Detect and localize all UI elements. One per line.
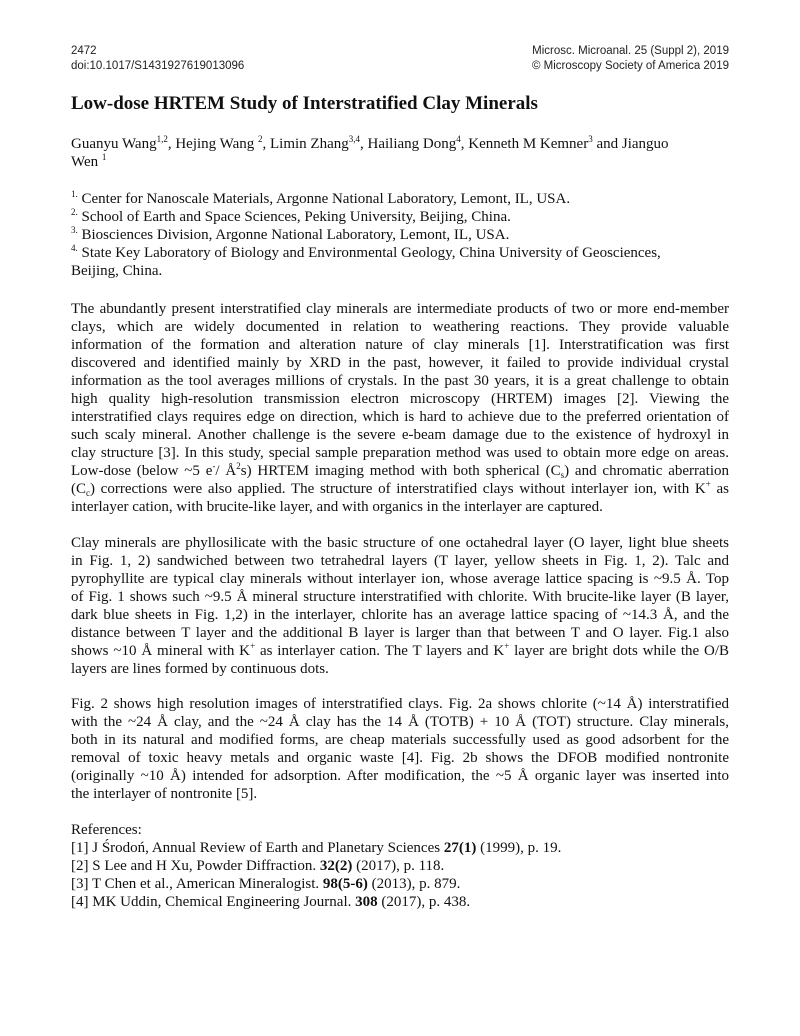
supscript-segment: 3	[588, 134, 593, 144]
subscript-segment: c	[86, 488, 90, 498]
text-segment: clay structure [3]. In this study, special sample preparation method was used to obtain more edge on areas.	[71, 445, 729, 461]
text-segment: interstratified clays requires edge on direction, which is hard to achieve due to the preferred orientation of	[71, 409, 729, 425]
text-line	[71, 498, 729, 516]
text-segment: / Å	[215, 463, 237, 479]
text-line	[71, 857, 729, 875]
text-segment: distance between T layer and the additional B layer is larger than that between T and O layer. Fig.1 also	[71, 625, 729, 641]
text-segment: (2017), p. 438.	[377, 894, 471, 910]
text-line	[71, 695, 729, 713]
text-segment: Biosciences Division, Argonne National Laboratory, Lemont, IL, USA.	[77, 227, 510, 243]
text-line	[71, 136, 729, 154]
text-segment: s) HRTEM imaging method with both spherical (C	[240, 463, 561, 479]
text-line	[71, 372, 729, 390]
text-segment: as interlayer cation. The T layers and K	[255, 643, 505, 659]
text-line	[71, 444, 729, 462]
supscript-segment: 3,4	[348, 134, 361, 144]
text-line	[71, 785, 729, 803]
text-segment: such scaly mineral. Another challenge is the severe e-beam damage due to the existence of hydroxyl in	[71, 427, 729, 443]
supscript-segment: 2.	[71, 207, 78, 217]
text-line	[71, 208, 729, 226]
text-segment: discovered and identified mainly by XRD in the past, however, it failed to provide individual crystal	[71, 355, 729, 371]
text-segment: Fig. 2 shows high resolution images of interstratified clays. Fig. 2a shows chlorite (~14 Å) interstratified	[71, 696, 729, 712]
text-segment: Beijing, China.	[71, 263, 163, 279]
text-segment: State Key Laboratory of Biology and Environmental Geology, China University of Geosciences,	[77, 245, 661, 261]
text-segment: (2017), p. 118.	[352, 858, 445, 874]
text-segment: both in its natural and modified forms, are cheap materials successfully used as good adsorbent for the	[71, 732, 729, 748]
journal-citation: Microsc. Microanal. 25 (Suppl 2), 2019	[532, 45, 729, 57]
text-segment: the interlayer of nontronite [5].	[71, 786, 258, 802]
text-line	[71, 336, 729, 354]
copyright: © Microscopy Society of America 2019	[531, 60, 729, 72]
supscript-segment: +	[504, 642, 510, 651]
text-line	[71, 642, 729, 660]
text-line	[71, 534, 729, 552]
text-segment: layers are lines formed by continuous dots.	[71, 661, 329, 677]
text-line	[71, 731, 729, 749]
text-line	[71, 660, 729, 678]
text-line	[71, 588, 729, 606]
text-line	[71, 839, 729, 857]
text-segment: School of Earth and Space Sciences, Peking University, Beijing, China.	[77, 209, 511, 225]
paragraph-structure	[71, 534, 729, 678]
text-segment: as	[710, 481, 729, 497]
text-segment: shows ~10 Å mineral with K	[71, 643, 251, 659]
text-segment: [1] J Środoń, Annual Review of Earth and Planetary Sciences	[71, 840, 444, 856]
text-line	[71, 713, 729, 731]
text-line	[71, 190, 729, 208]
text-line	[71, 767, 729, 785]
supscript-segment: +	[250, 642, 256, 651]
text-segment: [3] T Chen et al., American Mineralogist.	[71, 876, 323, 892]
doi: doi:10.1017/S1431927619013096	[71, 60, 245, 72]
affiliations	[71, 190, 729, 280]
bold-segment: 98(5-6)	[322, 876, 368, 892]
text-line	[71, 875, 729, 893]
author-list	[71, 136, 729, 172]
text-segment: in Fig. 1, 2) sandwiched between two tetrahedral layers (T layer, yellow sheets in Fig. 1, 2). Talc and	[71, 553, 729, 569]
text-segment: and Jianguo	[592, 136, 669, 152]
text-segment: (2013), p. 879.	[367, 876, 461, 892]
text-segment: Guanyu Wang	[71, 136, 157, 152]
text-segment: Wen	[71, 154, 102, 170]
supscript-segment: 1	[101, 152, 107, 162]
text-segment: (C	[71, 481, 86, 497]
text-line	[71, 390, 729, 408]
text-segment: References:	[71, 822, 142, 838]
text-segment: ) corrections were also applied. The structure of interstratified clays without interlayer ion, with K	[90, 481, 706, 497]
subscript-segment: s	[560, 470, 565, 480]
bold-segment: 32(2)	[319, 858, 353, 874]
text-line	[71, 749, 729, 767]
supscript-segment: 4.	[71, 243, 78, 253]
supscript-segment: 2	[258, 134, 263, 144]
text-segment: pyrophyllite are typical clay minerals without interlayer ion, whose average lattice spacing is ~9.5 Å. Top	[71, 571, 729, 587]
page-number: 2472	[71, 45, 97, 57]
text-line	[71, 570, 729, 588]
text-line	[71, 480, 729, 498]
bold-segment: 27(1)	[443, 840, 477, 856]
bold-segment: 308	[355, 894, 378, 910]
text-segment: Center for Nanoscale Materials, Argonne National Laboratory, Lemont, IL, USA.	[77, 191, 571, 207]
text-line	[71, 300, 729, 318]
text-segment: , Hejing Wang	[167, 136, 259, 152]
supscript-segment: 1,2	[156, 134, 168, 144]
text-line	[71, 408, 729, 426]
text-line	[71, 893, 729, 911]
text-line	[71, 318, 729, 336]
header-left	[71, 44, 244, 74]
supscript-segment: +	[705, 480, 711, 489]
text-segment: information as the tool averages millions of crystals. In the past 30 years, it is a great challenge to obtain	[71, 373, 729, 389]
text-segment: Clay minerals are phyllosilicate with the basic structure of one octahedral layer (O layer, light blue sheets	[71, 535, 729, 551]
text-segment: removal of toxic heavy metals and organic waste [4]. Fig. 2b shows the DFOB modified nontronite	[71, 750, 729, 766]
text-line	[71, 624, 729, 642]
text-line	[71, 154, 729, 172]
text-segment: of Fig. 1 shows such ~9.5 Å mineral structure interstratified with chlorite. With brucite-like layer (B layer,	[71, 589, 729, 605]
text-segment: high quality high-resolution transmission electron microscopy (HRTEM) images [2]. Viewing the	[71, 391, 729, 407]
text-segment: , Limin Zhang	[262, 136, 349, 152]
text-segment: (originally ~10 Å) intended for adsorption. After modification, the ~5 Å organic layer was inserted into	[71, 768, 729, 784]
text-segment: with the ~24 Å clay, and the ~24 Å clay has the 14 Å (TOTB) + 10 Å (TOT) structure. Clay minerals,	[71, 714, 729, 730]
text-line	[71, 226, 729, 244]
text-segment: clays, which are widely documented in relation to weathering reactions. They provide valuable	[71, 319, 729, 335]
paragraph-figure2	[71, 695, 729, 803]
paper-title: Low-dose HRTEM Study of Interstratified Clay Minerals	[71, 93, 538, 114]
supscript-segment: -	[212, 462, 216, 471]
text-segment: [2] S Lee and H Xu, Powder Diffraction.	[71, 858, 320, 874]
text-line	[71, 821, 729, 839]
text-line	[71, 462, 729, 480]
text-segment: (1999), p. 19.	[476, 840, 562, 856]
text-segment: interlayer cation, with brucite-like layer, and with organics in the interlayer are captured.	[71, 499, 603, 515]
text-segment: The abundantly present interstratified clay minerals are intermediate products of two or more end-member	[71, 301, 729, 317]
text-line	[71, 244, 729, 262]
text-segment: dark blue sheets in Fig. 1,2) in the interlayer, chlorite has an average lattice spacing of ~14.3 Å, and the	[71, 607, 729, 623]
supscript-segment: 4	[456, 134, 461, 144]
references	[71, 821, 729, 911]
supscript-segment: 3.	[71, 225, 78, 235]
text-segment: layer are bright dots while the O/B	[509, 643, 729, 659]
text-line	[71, 606, 729, 624]
text-line	[71, 354, 729, 372]
text-segment: , Hailiang Dong	[360, 136, 457, 152]
supscript-segment: 2	[236, 462, 241, 471]
paragraph-intro	[71, 300, 729, 516]
text-line	[71, 426, 729, 444]
text-segment: Low-dose (below ~5 e	[71, 463, 213, 479]
text-segment: ) and chromatic aberration	[564, 463, 729, 479]
text-segment: , Kenneth M Kemner	[460, 136, 589, 152]
text-line	[71, 262, 729, 280]
header-right	[532, 44, 729, 74]
text-line	[71, 552, 729, 570]
text-segment: [4] MK Uddin, Chemical Engineering Journal.	[71, 894, 356, 910]
text-segment: information of the formation and alteration nature of clay minerals [1]. Interstratification was first	[71, 337, 729, 353]
supscript-segment: 1.	[71, 189, 78, 199]
